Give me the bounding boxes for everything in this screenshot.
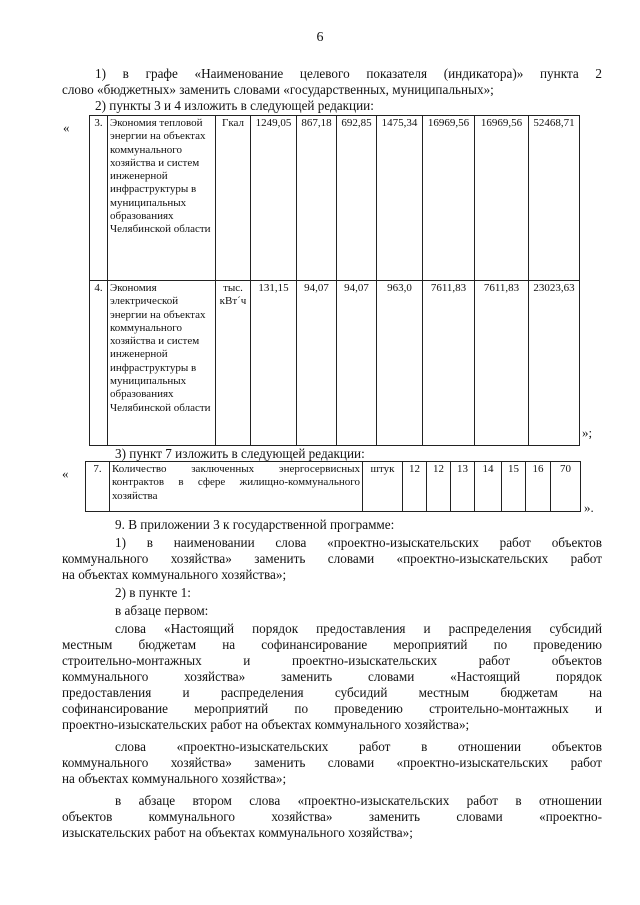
value-cell: 7611,83 [475,281,529,446]
words1-line4: коммунального хозяйства» заменить словами «Настоящий порядок [62,669,602,684]
value-cell: 16969,56 [423,116,475,281]
value-cell: 692,85 [337,116,377,281]
row-number: 3. [90,116,108,281]
indicator-name: Экономия электрической энергии на объектах коммунального хозяйства и систем инженерной инфраструктуры в муниципальных образованиях Челябинской области [108,281,216,446]
words2-line3: на объектах коммунального хозяйства»; [62,771,287,786]
value-cell: 94,07 [297,281,337,446]
unit: тыс. кВт´ч [216,281,251,446]
para2: 2) пункты 3 и 4 изложить в следующей редакции: [95,98,374,113]
value-cell: 23023,63 [529,281,580,446]
value-cell: 1249,05 [251,116,297,281]
table1-open-quote: « [63,120,70,135]
table-row [90,116,580,281]
contracts-table [85,461,581,512]
first-paragraph-label: в абзаце первом: [115,603,209,618]
value-cell: 94,07 [337,281,377,446]
second-paragraph-line2: объектов коммунального хозяйства» заменить словами «проектно- [62,809,602,824]
para1-line2: слово «бюджетных» заменить словами «государственных, муниципальных»; [62,82,494,97]
value-cell: 13 [451,462,475,512]
page-number: 6 [316,30,324,45]
table-row [86,462,581,512]
words1-line5: предоставления и распределения субсидий местным бюджетам на [62,685,602,700]
indicator-name: Количество заключенных энергосервисных контрактов в сфере жилищно-коммунального хозяйства [110,462,363,512]
value-cell: 867,18 [297,116,337,281]
second-paragraph-line3: изыскательских работ на объектах коммунального хозяйства»; [62,825,413,840]
words1-line1: слова «Настоящий порядок предоставления и распределения субсидий [115,621,602,636]
words1-line7: проектно-изыскательских работ на объектах коммунального хозяйства»; [62,717,470,732]
table-row [90,281,580,446]
item1-line1: 1) в наименовании слова «проектно-изыскательских работ объектов [115,535,602,550]
value-cell: 1475,34 [377,116,423,281]
para1-line1: 1) в графе «Наименование целевого показателя (индикатора)» пункта 2 [95,66,602,81]
unit: штук [363,462,403,512]
value-cell: 16 [526,462,551,512]
row-number: 7. [86,462,110,512]
value-cell: 12 [427,462,451,512]
value-cell: 15 [502,462,526,512]
value-cell: 131,15 [251,281,297,446]
words2-line2: коммунального хозяйства» заменить словами «проектно-изыскательских работ [62,755,602,770]
table2-close-quote: ». [584,500,594,515]
value-cell: 7611,83 [423,281,475,446]
indicators-table [89,115,580,446]
row-number: 4. [90,281,108,446]
words2-line1: слова «проектно-изыскательских работ в отношении объектов [115,739,602,754]
item1-line3: на объектах коммунального хозяйства»; [62,567,287,582]
second-paragraph-line1: в абзаце втором слова «проектно-изыскательских работ в отношении [115,793,602,808]
value-cell: 52468,71 [529,116,580,281]
unit: Гкал [216,116,251,281]
indicator-name: Экономия тепловой энергии на объектах коммунального хозяйства и систем инженерной инфраструктуры в муниципальных образованиях Челябинской области [108,116,216,281]
value-cell: 14 [475,462,502,512]
value-cell: 16969,56 [475,116,529,281]
item1-line2: коммунального хозяйства» заменить словами «проектно-изыскательских работ [62,551,602,566]
words1-line6: софинансирование мероприятий по проведению строительно-монтажных и [62,701,602,716]
value-cell: 963,0 [377,281,423,446]
words1-line3: строительно-монтажных и проектно-изыскательских работ объектов [62,653,602,668]
table2-open-quote: « [62,466,69,481]
para3: 3) пункт 7 изложить в следующей редакции: [115,446,365,461]
words1-line2: местным бюджетам на софинансирование мероприятий по проведению [62,637,602,652]
item2: 2) в пункте 1: [115,585,191,600]
table1-close-quote: »; [582,425,593,440]
value-cell: 70 [551,462,581,512]
value-cell: 12 [403,462,427,512]
section9-heading: 9. В приложении 3 к государственной программе: [115,517,395,532]
